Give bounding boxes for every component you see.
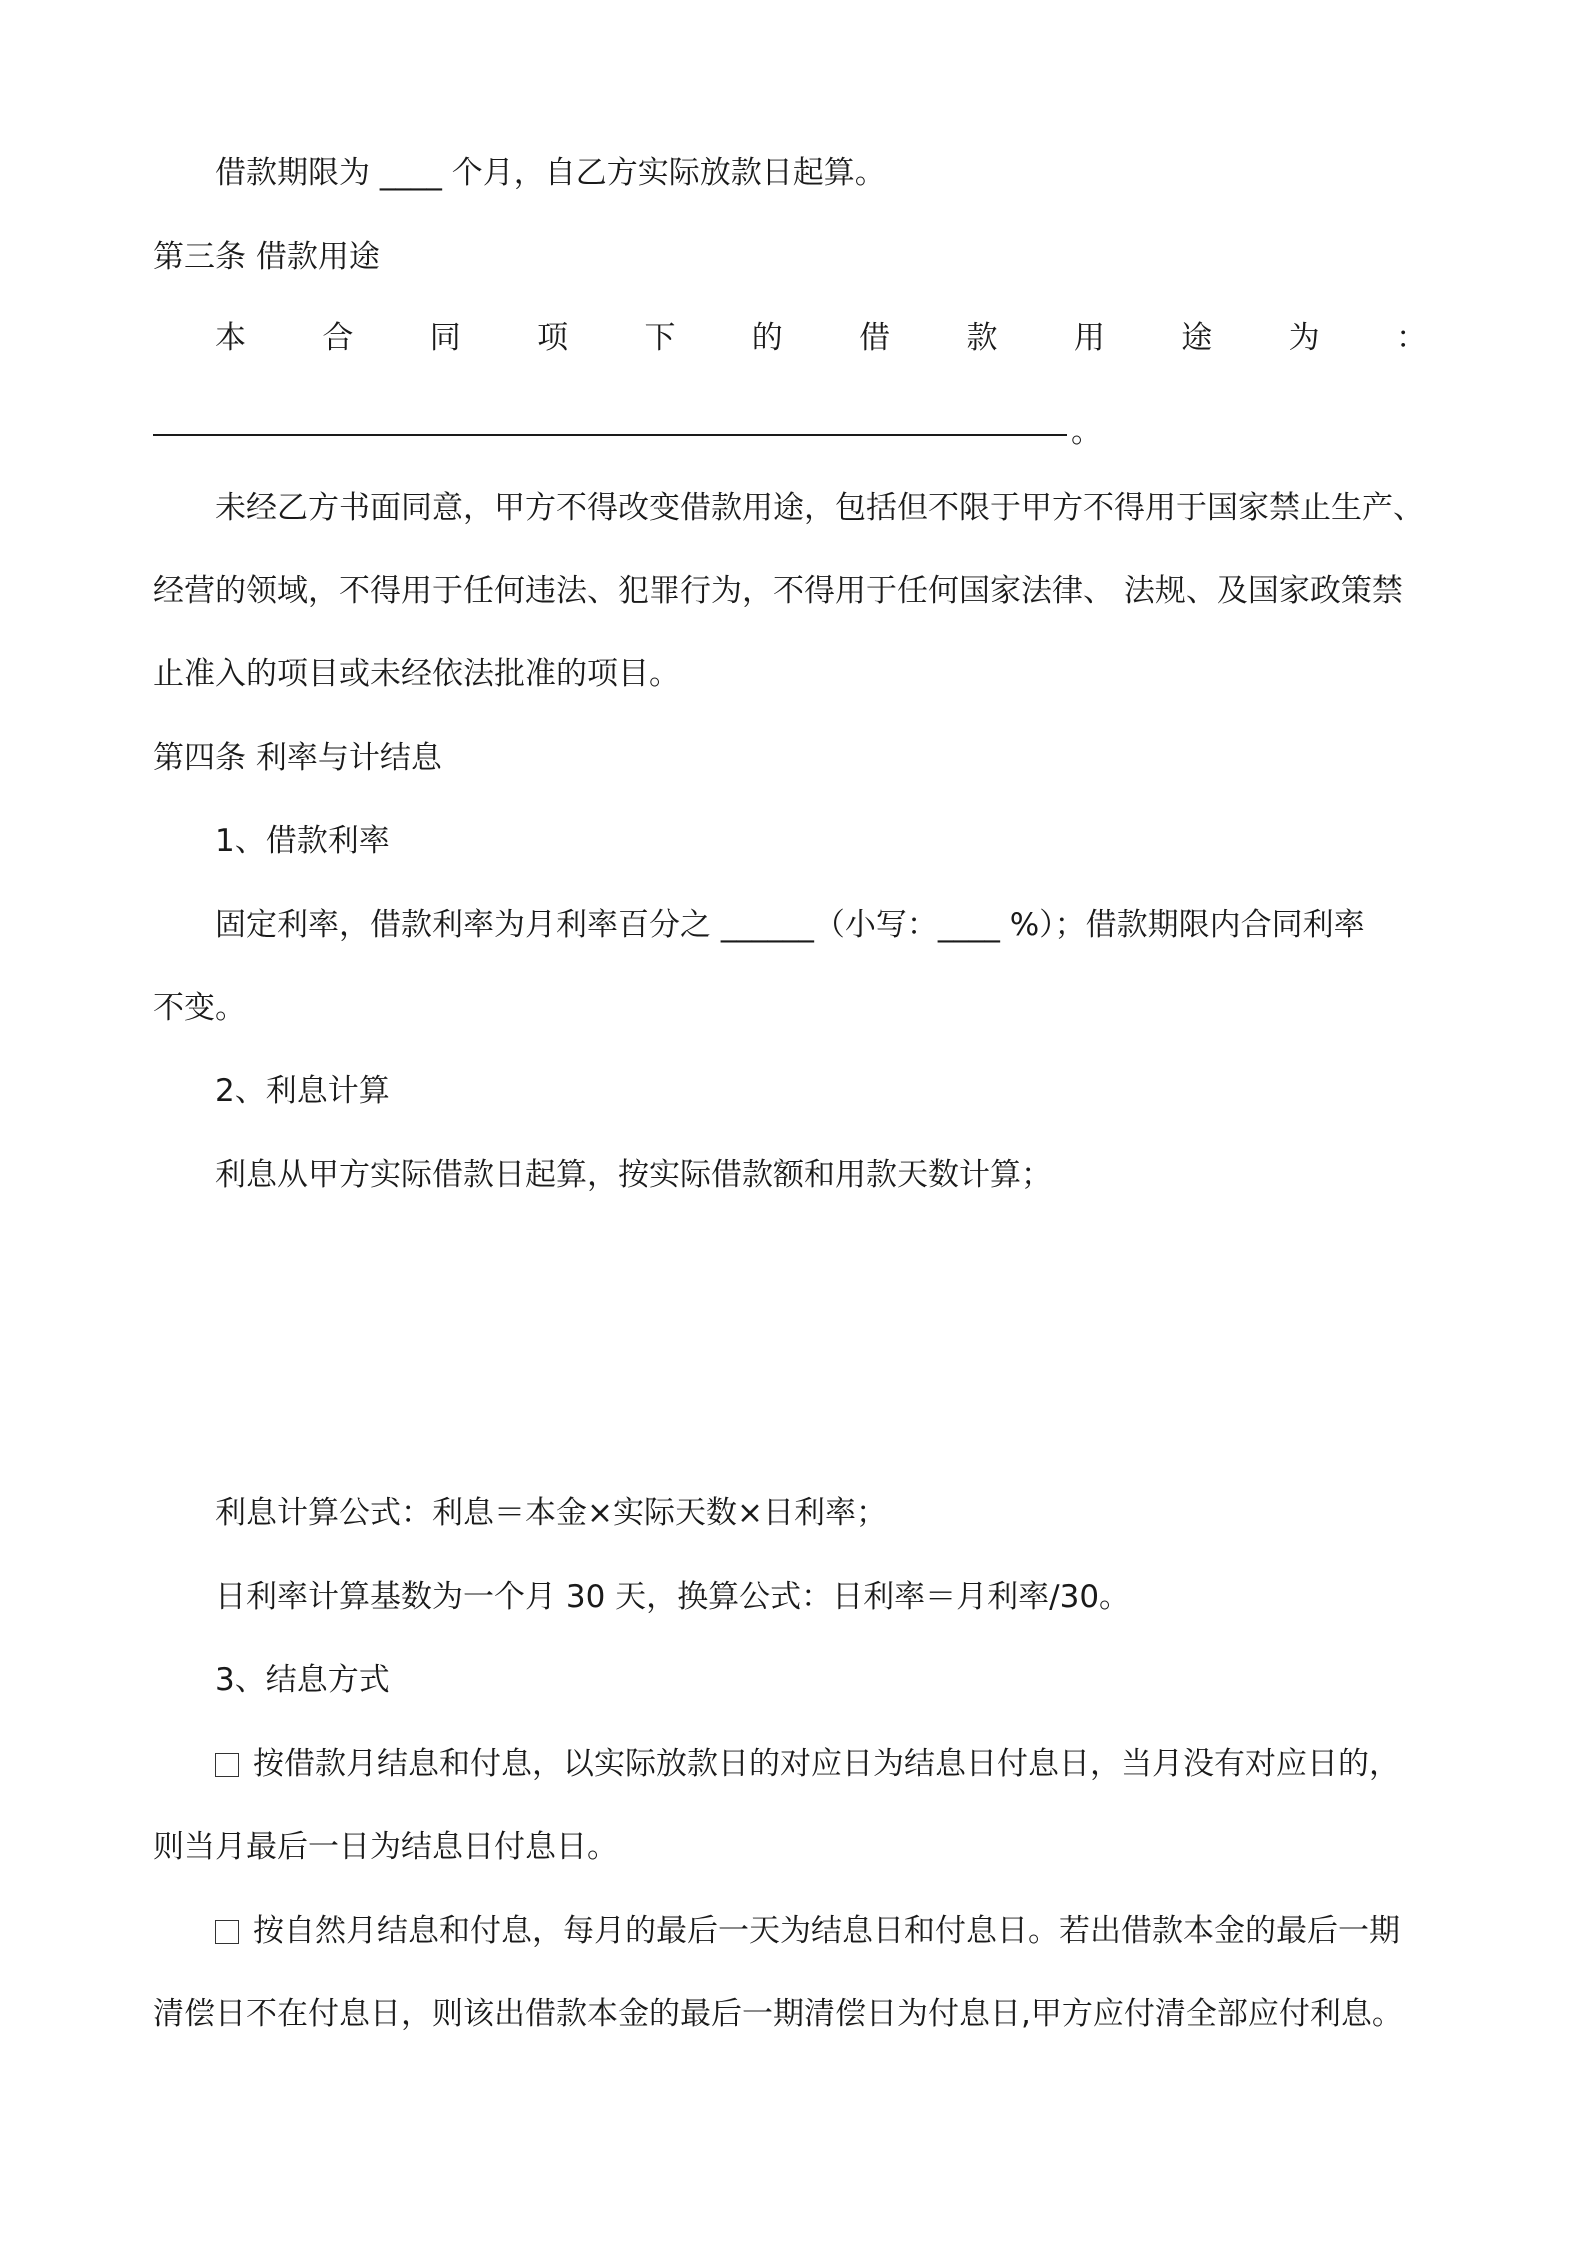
daily-rate-text: 日利率计算基数为一个月 30 天，换算公式：日利率＝月利率/30。 xyxy=(215,1579,1131,1615)
purpose-blank-line xyxy=(153,434,1067,436)
no-change-text-3: 止准入的项目或未经依法批准的项目。 xyxy=(153,656,680,692)
purpose-char: 用 xyxy=(1073,320,1105,356)
option-1-checkbox[interactable] xyxy=(215,1753,239,1777)
purpose-char: 下 xyxy=(644,320,676,356)
purpose-char: 途 xyxy=(1181,320,1213,356)
option-2-checkbox[interactable] xyxy=(215,1920,239,1944)
option-1-text: 按借款月结息和付息，以实际放款日的对应日为结息日付息日，当月没有对应日的， xyxy=(253,1746,1400,1782)
loan-term-text: 借款期限为 ____ 个月，自乙方实际放款日起算。 xyxy=(215,155,886,191)
article-3-title: 第三条 借款用途 xyxy=(153,239,380,275)
purpose-char: 同 xyxy=(429,320,461,356)
settlement-heading: 3、结息方式 xyxy=(215,1662,390,1698)
article-4-title: 第四条 利率与计结息 xyxy=(153,740,442,776)
purpose-end-mark: 。 xyxy=(1071,414,1102,450)
interest-text-1: 利息从甲方实际借款日起算，按实际借款额和用款天数计算； xyxy=(215,1157,1052,1193)
purpose-spread-line xyxy=(215,318,1427,358)
option-2-line-2: 清偿日不在付息日，则该出借款本金的最后一期清偿日为付息日,甲方应付清全部应付利息。 xyxy=(153,1996,1403,2032)
no-change-text-1: 未经乙方书面同意，甲方不得改变借款用途，包括但不限于甲方不得用于国家禁止生产、 xyxy=(215,490,1424,526)
option-2-line-1 xyxy=(215,1911,1400,1951)
option-1-line-2: 则当月最后一日为结息日付息日。 xyxy=(153,1829,618,1865)
purpose-char: 为 xyxy=(1288,320,1320,356)
option-2-text: 按自然月结息和付息，每月的最后一天为结息日和付息日。若出借款本金的最后一期 xyxy=(253,1913,1400,1949)
rate-text-2: 不变。 xyxy=(153,990,246,1026)
purpose-char: 的 xyxy=(751,320,783,356)
purpose-char: 合 xyxy=(322,320,354,356)
purpose-char: 项 xyxy=(537,320,569,356)
purpose-char: 借 xyxy=(859,320,891,356)
purpose-char: 款 xyxy=(966,320,998,356)
rate-heading: 1、借款利率 xyxy=(215,823,390,859)
purpose-char: ： xyxy=(1395,320,1427,356)
interest-heading: 2、利息计算 xyxy=(215,1073,390,1109)
interest-formula: 利息计算公式：利息＝本金×实际天数×日利率； xyxy=(215,1495,887,1531)
no-change-text-2: 经营的领域，不得用于任何违法、犯罪行为，不得用于任何国家法律、 法规、及国家政策禁 xyxy=(153,573,1403,609)
purpose-char: 本 xyxy=(215,320,246,356)
option-1-line-1 xyxy=(215,1744,1400,1784)
rate-text-1: 固定利率，借款利率为月利率百分之 ______（小写：____ %）；借款期限内合同利率 xyxy=(215,907,1365,943)
